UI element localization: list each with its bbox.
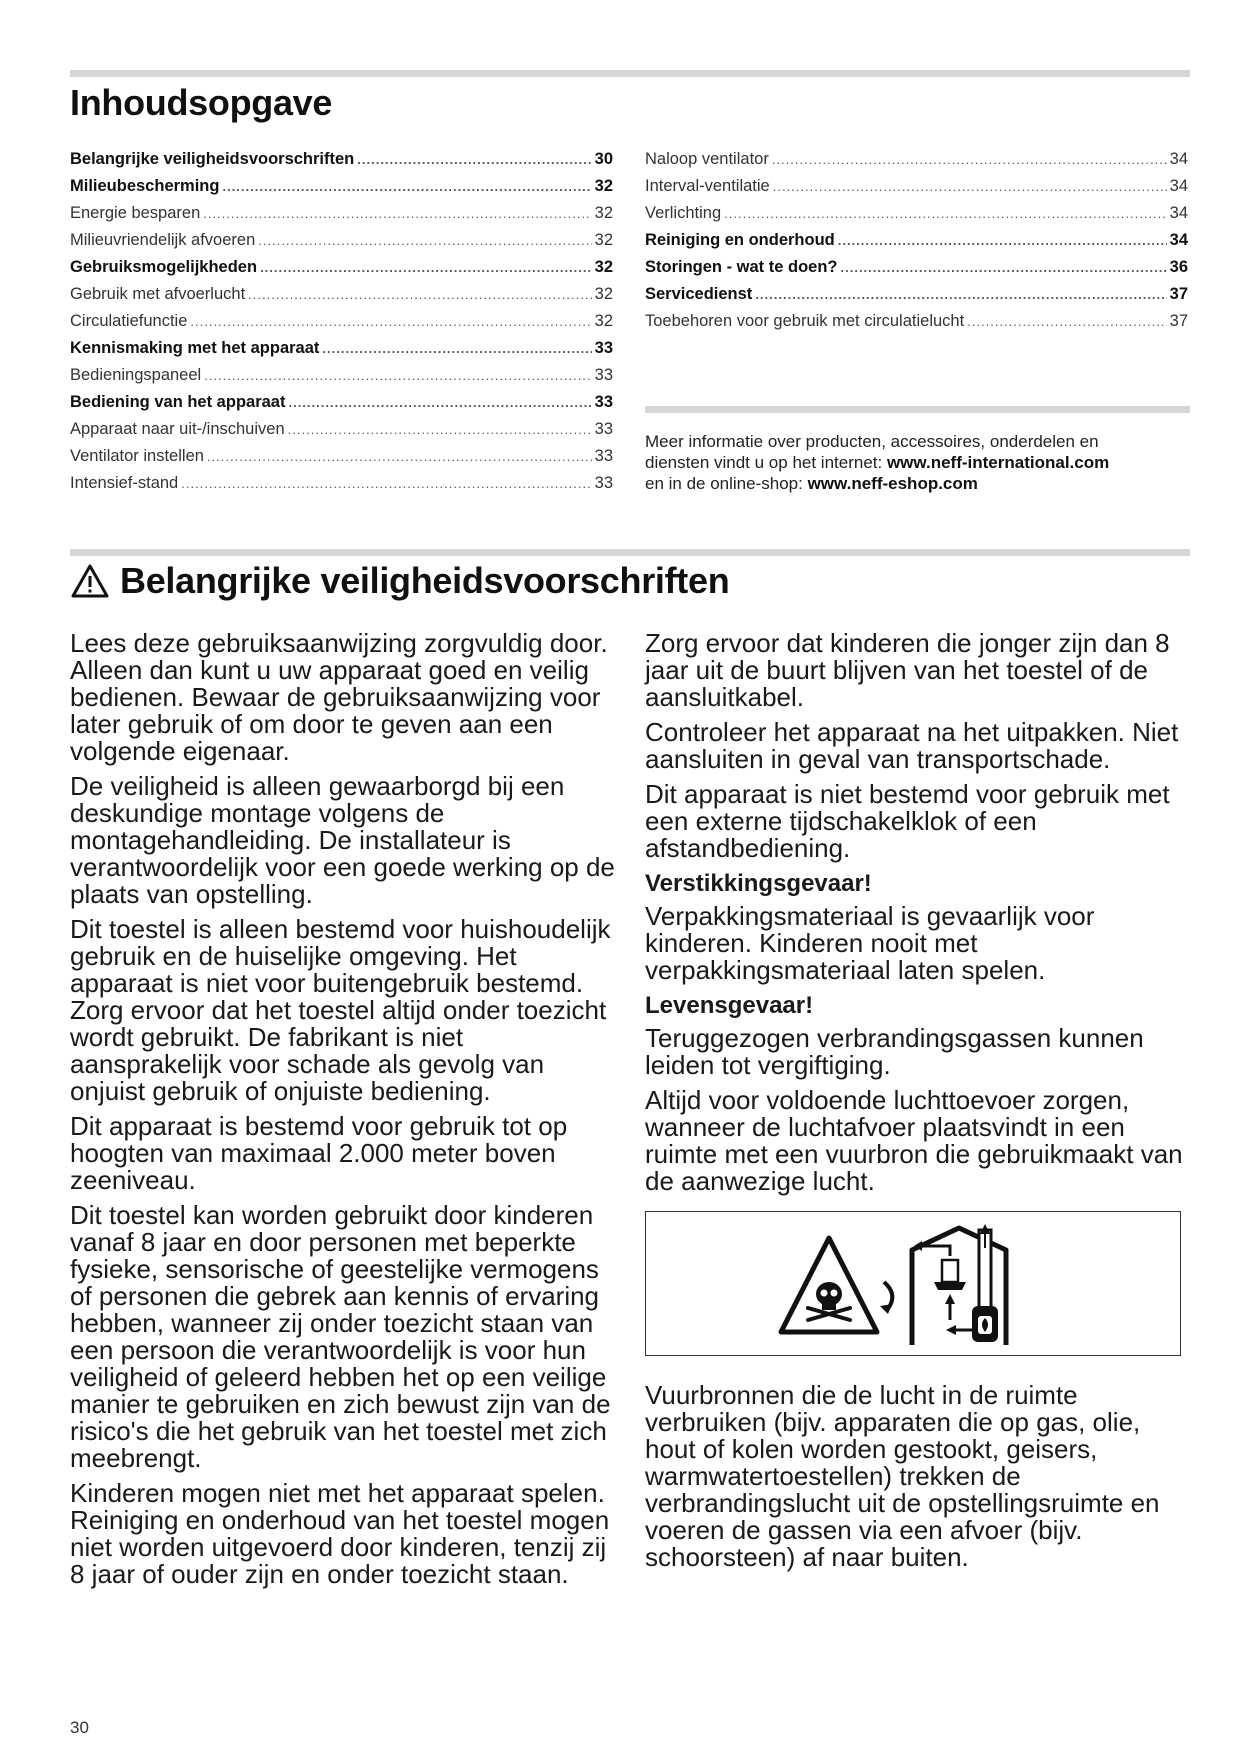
toc-entry[interactable] [70,366,613,393]
toc-entry-label: Servicedienst [645,285,753,303]
safety-paragraph: Dit toestel kan worden gebruikt door kinderen vanaf 8 jaar en door personen met beperkte fysieke, sensorische of geestelijke vermogens of personen die gebrek aan kennis of ervaring hebben, wanneer zij onder toezicht staan van een persoon die verantwoordelijk is voor hun veiligheid of geleerd hebben het op een veilige manier te gebruiken en zich bewust zijn van de risico's die het gebruik van het toestel met zich meebrengt. [70,1200,611,1473]
toc-entry[interactable] [70,339,613,366]
toc-entry[interactable] [70,231,613,258]
toc-entry-page: 33 [594,393,613,411]
toc-leader-dots [773,179,1167,194]
safety-paragraph: Lees deze gebruiksaanwijzing zorgvuldig door. Alleen dan kunt u uw apparaat goed en veilig bedienen. Bewaar de gebruiksaanwijzing voor later gebruik of om door te geven aan een volgende eigenaar. [70,628,608,766]
toc-entry[interactable] [645,258,1188,285]
toc-entry-page: 34 [1169,231,1188,249]
warning-triangle-icon [70,563,110,599]
safety-left-column [70,630,615,1596]
toc-entry-page: 34 [1169,204,1188,222]
toc-entry-label: Gebruiksmogelijkheden [70,258,258,276]
toc-entry-page: 37 [1169,285,1188,303]
hood-icon [934,1282,966,1290]
paragraph-danger-2: Altijd voor voldoende luchttoevoer zorgen, wanneer de luchtafvoer plaatsvindt in een ruimte met een vuurbron die gebruikmaakt van de aanwezige lucht. [645,1085,1183,1196]
heading-danger: Levensgevaar! [645,992,814,1019]
toc-entry[interactable] [70,312,613,339]
toc-leader-dots [322,341,591,356]
safety-paragraph: Dit apparaat is bestemd voor gebruik tot op hoogten van maximaal 2.000 meter boven zeeniveau. [70,1111,568,1195]
toc-entry-label: Intensief-stand [70,474,179,492]
toc-entry-label: Interval-ventilatie [645,177,770,195]
toc-entry-label: Bediening van het apparaat [70,393,286,411]
toc-leader-dots [724,206,1167,221]
toc-entry[interactable] [70,420,613,447]
toc-leader-dots [248,287,591,302]
paragraph-fire-sources: Vuurbronnen die de lucht in de ruimte verbruiken (bijv. apparaten die op gas, olie, hout of kolen worden gestookt, geisers, warmwatertoestellen) trekken de verbrandingslucht uit de opstellingsruimte en voeren de gassen via een afvoer (bijv. schoorsteen) af naar buiten. [645,1380,1160,1572]
toc-leader-dots [203,206,591,221]
toc-entry[interactable] [645,285,1188,312]
safety-paragraph: De veiligheid is alleen gewaarborgd bij een deskundige montage volgens de montagehandleiding. De installateur is verantwoordelijk voor een goede werking op de plaats van opstelling. [70,771,615,909]
info-line-1: Meer informatie over producten, accessoires, onderdelen en [645,432,1099,451]
toc-entry-label: Milieuvriendelijk afvoeren [70,231,256,249]
toc-entry[interactable] [645,204,1188,231]
toc-leader-dots [288,422,592,437]
toc-leader-dots [258,233,591,248]
poison-gas-illustration [645,1211,1181,1356]
toc-entry-label: Belangrijke veiligheidsvoorschriften [70,150,355,168]
toc-entry-page: 33 [594,474,613,492]
toc-leader-dots [755,287,1166,302]
toc-entry-page: 32 [594,231,613,249]
paragraph-danger-1: Teruggezogen verbrandingsgassen kunnen leiden tot vergiftiging. [645,1023,1144,1080]
toc-entry-label: Milieubescherming [70,177,220,195]
paragraph-children-distance: Zorg ervoor dat kinderen die jonger zijn dan 8 jaar uit de buurt blijven van het toestel of de aansluitkabel. [645,628,1170,712]
paragraph-no-timer: Dit apparaat is niet bestemd voor gebruik met een externe tijdschakelklok of een afstandbediening. [645,779,1170,863]
toc-leader-dots [357,152,591,167]
toc-entry[interactable] [70,285,613,312]
toc-title: Inhoudsopgave [70,82,333,123]
toc-entry[interactable] [70,393,613,420]
page-number: 30 [70,1718,89,1737]
toc-entry-label: Circulatiefunctie [70,312,188,330]
toc-entry[interactable] [70,204,613,231]
toc-entry-page: 32 [594,285,613,303]
toc-entry[interactable] [645,312,1188,339]
toc-entry[interactable] [70,177,613,204]
toc-entry-page: 30 [594,150,613,168]
toc-entry-label: Kennismaking met het apparaat [70,339,320,357]
toc-entry-page: 32 [594,258,613,276]
info-box [645,431,1190,494]
safety-paragraph: Kinderen mogen niet met het apparaat spelen. Reiniging en onderhoud van het toestel mogen niet worden uitgevoerd door kinderen, tenzij zij 8 jaar of ouder zijn en onder toezicht staan. [70,1478,610,1589]
toc-leader-dots [181,476,591,491]
toc-entry-label: Gebruik met afvoerlucht [70,285,246,303]
toc-entry-page: 33 [594,420,613,438]
toc-entry-label: Toebehoren voor gebruik met circulatielucht [645,312,965,330]
toc-entry[interactable] [70,150,613,177]
toc-leader-dots [204,368,591,383]
toc-entry-label: Storingen - wat te doen? [645,258,838,276]
toc-entry-page: 37 [1169,312,1188,330]
toc-entry[interactable] [70,474,613,501]
toc-entry-page: 34 [1169,177,1188,195]
safety-section-title: Belangrijke veiligheidsvoorschriften [70,560,729,602]
toc-left-column [70,150,613,501]
toc-entry-label: Naloop ventilator [645,150,769,168]
toc-entry-page: 32 [594,312,613,330]
info-divider [645,406,1190,413]
skull-warning-diagram [774,1220,1054,1348]
toc-entry-label: Apparaat naar uit-/inschuiven [70,420,285,438]
toc-entry-page: 34 [1169,150,1188,168]
toc-entry-page: 33 [594,447,613,465]
eshop-link[interactable]: www.neff-eshop.com [807,474,978,493]
toc-entry-label: Bedieningspaneel [70,366,202,384]
top-divider [70,70,1190,77]
toc-entry-label: Ventilator instellen [70,447,204,465]
heading-suffocation: Verstikkingsgevaar! [645,870,872,897]
section-divider [70,549,1190,556]
info-line-2: diensten vindt u op het internet: www.neff-international.com [645,453,1110,472]
toc-entry[interactable] [645,150,1188,177]
toc-leader-dots [222,179,591,194]
website-link[interactable]: www.neff-international.com [886,453,1110,472]
toc-leader-dots [841,260,1167,275]
toc-leader-dots [288,395,591,410]
toc-entry[interactable] [645,177,1188,204]
toc-entry-page: 36 [1169,258,1188,276]
paragraph-check-device: Controleer het apparaat na het uitpakken. Niet aansluiten in geval van transportschade. [645,717,1179,774]
toc-entry[interactable] [645,231,1188,258]
toc-entry-label: Reiniging en onderhoud [645,231,835,249]
paragraph-suffocation: Verpakkingsmateriaal is gevaarlijk voor kinderen. Kinderen nooit met verpakkingsmateriaal laten spelen. [645,901,1095,985]
toc-entry-page: 32 [594,177,613,195]
toc-leader-dots [207,449,592,464]
toc-leader-dots [967,314,1166,329]
toc-leader-dots [190,314,591,329]
toc-entry-page: 33 [594,339,613,357]
toc-entry-label: Verlichting [645,204,722,222]
toc-entry-page: 32 [594,204,613,222]
info-line-3: en in de online-shop: www.neff-eshop.com [645,474,978,493]
toc-leader-dots [838,233,1167,248]
toc-entry[interactable] [70,447,613,474]
toc-entry[interactable] [70,258,613,285]
toc-leader-dots [772,152,1167,167]
toc-leader-dots [260,260,592,275]
toc-entry-page: 33 [594,366,613,384]
toc-right-column [645,150,1188,339]
toc-entry-label: Energie besparen [70,204,201,222]
safety-paragraph: Dit toestel is alleen bestemd voor huishoudelijk gebruik en de huiselijke omgeving. Het apparaat is niet voor buitengebruik bestemd. Zorg ervoor dat het toestel altijd onder toezicht wordt gebruikt. De fabrikant is niet aansprakelijk voor schade als gevolg van onjuist gebruik of onjuiste bediening. [70,914,611,1106]
safety-right-column [645,630,1190,1579]
